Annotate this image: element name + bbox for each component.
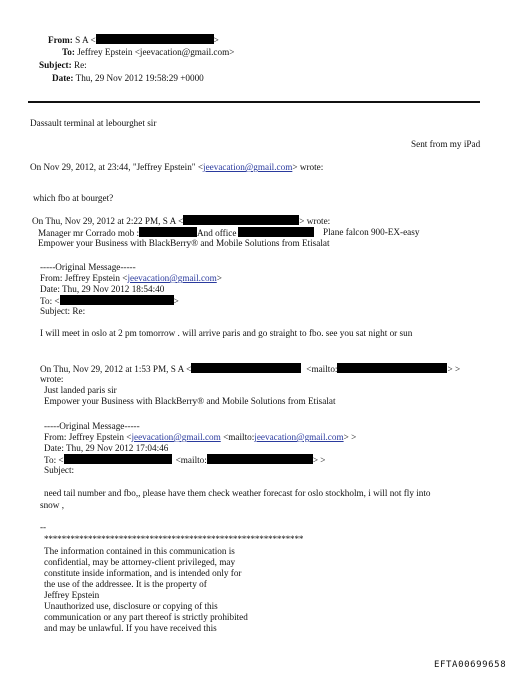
disclaimer-line-2: confidential, may be attorney-client privileged, may	[44, 557, 236, 567]
quote-header-2: On Thu, Nov 29, 2012 at 2:22 PM, S A < > wrote:	[32, 216, 331, 226]
email-link[interactable]: jeevacation@gmail.com	[254, 432, 344, 442]
quote-header-3: On Thu, Nov 29, 2012 at 1:53 PM, S A < <mailto: > >	[40, 364, 461, 374]
quote-plane: Plane falcon 900-EX-easy	[323, 227, 420, 237]
date-value: Thu, 29 Nov 2012 19:58:29 +0000	[75, 73, 204, 83]
disclaimer-line-7: communication or any part thereof is strictly prohibited	[44, 612, 248, 622]
document-id: EFTA00699658	[434, 660, 507, 670]
subject-value: Re:	[73, 60, 87, 70]
disclaimer-line-5: Jeffrey Epstein	[44, 590, 100, 600]
subject-row	[39, 60, 87, 71]
disclaimer-line-6: Unauthorized use, disclosure or copying of this	[44, 601, 218, 611]
redaction-bar	[96, 34, 214, 44]
signature-dashes: --	[40, 522, 47, 532]
quote-header-1: On Nov 29, 2012, at 23:44, "Jeffrey Epstein" <jeevacation@gmail.com> wrote:	[30, 162, 324, 172]
date-label: Date:	[52, 73, 74, 83]
disclaimer-line-1: The information contained in this communication is	[44, 546, 235, 556]
message-tail-number-line1: need tail number and fbo,, please have them check weather forecast for oslo stockholm, i will not fly into	[44, 488, 431, 498]
header-divider	[28, 101, 480, 103]
redaction-bar	[207, 454, 313, 464]
redaction-bar	[337, 363, 447, 373]
redaction-bar	[238, 227, 314, 237]
reply-text: Dassault terminal at lebourghet sir	[30, 118, 157, 128]
original-message-2-from: From: Jeffrey Epstein <jeevacation@gmail.com <mailto:jeevacation@gmail.com> >	[44, 432, 357, 442]
redaction-bar	[64, 454, 172, 464]
disclaimer-line-8: and may be unlawful. If you have received this	[44, 623, 217, 633]
disclaimer-line-4: the use of the addressee. It is the property of	[44, 579, 207, 589]
from-label: From:	[48, 35, 73, 45]
original-message-1-title: -----Original Message-----	[40, 262, 136, 272]
subject-label: Subject:	[39, 60, 72, 70]
message-oslo: I will meet in oslo at 2 pm tomorrow . will arrive paris and go straight to fbo. see you sat night or sun	[40, 328, 413, 338]
redaction-bar	[191, 363, 301, 373]
date-row	[52, 73, 204, 84]
original-message-2-title: -----Original Message-----	[44, 421, 140, 431]
redaction-bar	[60, 295, 174, 305]
to-row	[62, 47, 234, 58]
quote-text-3: Just landed paris sir	[44, 385, 117, 395]
quote-wrote-3: wrote:	[40, 374, 64, 384]
original-message-1-date: Date: Thu, 29 Nov 2012 18:54:40	[40, 284, 165, 294]
disclaimer-line-3: constitute inside information, and is intended only for	[44, 568, 242, 578]
original-message-2-date: Date: Thu, 29 Nov 2012 17:04:46	[44, 443, 169, 453]
from-row	[48, 34, 219, 46]
original-message-1-from: From: Jeffrey Epstein <jeevacation@gmail.com>	[40, 273, 222, 283]
quote-manager-row: Manager mr Corrado mob : And office	[38, 227, 314, 239]
original-message-1-subject: Subject: Re:	[40, 306, 86, 316]
email-link[interactable]: jeevacation@gmail.com	[127, 273, 217, 283]
redaction-bar	[183, 215, 299, 225]
email-link[interactable]: jeevacation@gmail.com	[203, 162, 293, 172]
original-message-1-to: To: < >	[40, 296, 179, 306]
quote-text-1: which fbo at bourget?	[33, 193, 114, 203]
from-value: S A <	[75, 35, 96, 45]
quote-signature-3: Empower your Business with BlackBerry® and Mobile Solutions from Etisalat	[44, 396, 336, 406]
email-link[interactable]: jeevacation@gmail.com	[131, 432, 221, 442]
original-message-2-to: To: < <mailto: > >	[44, 455, 326, 465]
quote-signature-1: Empower your Business with BlackBerry® and Mobile Solutions from Etisalat	[38, 238, 330, 248]
from-tail: >	[213, 35, 219, 45]
to-label: To:	[62, 47, 75, 57]
message-tail-number-line2: snow ,	[40, 500, 64, 510]
original-message-2-subject: Subject:	[44, 465, 75, 475]
to-value: Jeffrey Epstein <jeevacation@gmail.com>	[77, 47, 235, 57]
sent-from: Sent from my iPad	[411, 139, 481, 149]
redaction-bar	[139, 227, 197, 237]
disclaimer-stars: ***********************************************************	[44, 534, 304, 544]
